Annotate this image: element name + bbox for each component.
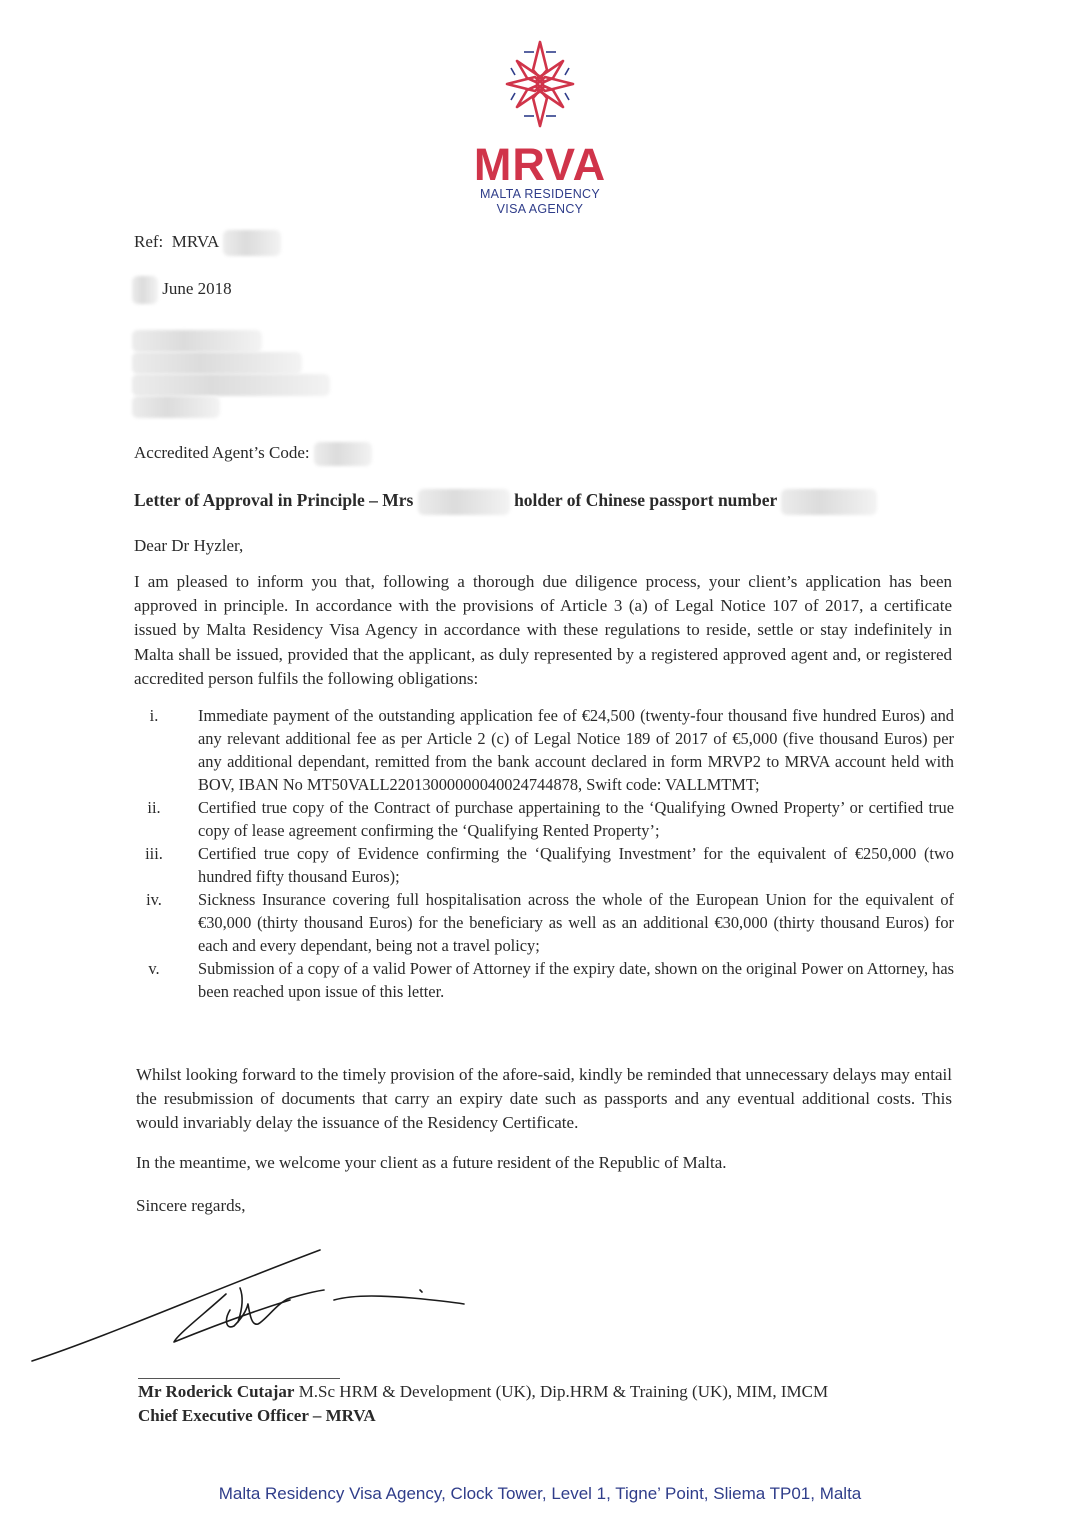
obligations-list — [134, 704, 954, 1003]
letterhead-footer-address: Malta Residency Visa Agency, Clock Tower, Level 1, Tigne’ Point, Sliema TP01, Malta — [218, 1484, 862, 1503]
list-item — [134, 796, 954, 842]
redacted-day — [132, 276, 158, 304]
redacted-agent-code — [314, 442, 372, 466]
list-item-text: Certified true copy of Evidence confirming the ‘Qualifying Investment’ for the equivalent of €250,000 (two hundred fifty thousand Euros); — [198, 844, 954, 886]
subject-line — [134, 489, 877, 515]
compass-star-icon — [503, 38, 577, 130]
list-item — [134, 888, 954, 957]
redacted-passport-number — [781, 489, 877, 515]
closing-line: Sincere regards, — [136, 1196, 246, 1215]
agent-code-line — [134, 442, 372, 466]
redacted-address-block — [132, 330, 332, 418]
list-item-number: iv. — [146, 890, 162, 909]
subject-part1: Letter of Approval in Principle – Mrs — [134, 490, 414, 511]
signatory-title: Chief Executive Officer – MRVA — [138, 1406, 376, 1425]
list-item-text: Certified true copy of the Contract of purchase appertaining to the ‘Qualifying Owned Property’ or certified true copy of lease agreement confirming the ‘Qualifying Rented Property’; — [198, 798, 954, 840]
agent-code-label: Accredited Agent’s Code: — [134, 443, 310, 462]
list-item-number: ii. — [147, 798, 161, 817]
welcome-line: In the meantime, we welcome your client as a future resident of the Republic of Malta. — [136, 1153, 727, 1172]
salutation: Dear Dr Hyzler, — [134, 536, 244, 555]
list-item-number: iii. — [145, 844, 163, 863]
reference-label: Ref: — [134, 231, 164, 251]
list-item — [134, 842, 954, 888]
letterhead — [0, 38, 1080, 217]
logo-wordmark: MRVA — [473, 139, 607, 190]
signatory-credentials: M.Sc HRM & Development (UK), Dip.HRM & Training (UK), MIM, IMCM — [294, 1382, 829, 1401]
signatory-name: Mr Roderick Cutajar — [138, 1382, 295, 1401]
list-item — [134, 704, 954, 796]
redacted-reference — [223, 230, 281, 256]
list-item-number: i. — [149, 706, 159, 725]
list-item — [134, 957, 954, 1003]
intro-paragraph: I am pleased to inform you that, following a thorough due diligence process, your client’s application has been approved in principle. In accordance with the provisions of Article 3 (a) of Legal Notice 107 of 2017, a certificate issued by Malta Residency Visa Agency in accordance with these regulations to reside, settle or stay indefinitely in Malta shall be issued, provided that the applicant, as duly represented by a registered approved agent and, or registered accredited person fulfils the following obligations: — [134, 572, 952, 688]
subject-part2: holder of Chinese passport number — [514, 490, 777, 511]
agency-name-line2: VISA AGENCY — [496, 202, 584, 216]
signature-image — [28, 1240, 488, 1370]
letter-date: June 2018 — [162, 278, 232, 298]
signature-rule — [138, 1378, 340, 1379]
list-item-text: Sickness Insurance covering full hospitalisation across the whole of the European Union for the equivalent of €30,000 (thirty thousand Euros) for the beneficiary as well as an additional €30,000 (thirty thousand Euros) for each and every dependant, being not a travel policy; — [198, 890, 954, 955]
list-item-text: Submission of a copy of a valid Power of Attorney if the expiry date, shown on the original Power on Attorney, has been reached upon issue of this letter. — [198, 959, 954, 1001]
reminder-paragraph: Whilst looking forward to the timely provision of the afore-said, kindly be reminded that unnecessary delays may entail the resubmission of documents that carry an expiry date such as passports and any eventual additional costs. This would invariably delay the issuance of the Residency Certificate. — [136, 1065, 952, 1133]
list-item-text: Immediate payment of the outstanding application fee of €24,500 (twenty-four thousand five hundred Euros) and any relevant additional fee as per Article 2 (c) of Legal Notice 189 of 2017 of €5,000 (five thousand Euros) per any additional dependant, remitted from the bank account declared in form MRVP2 to MRVA account held with BOV, IBAN No MT50VALL22013000000040024744878, Swift code: VALLMTMT; — [198, 706, 954, 794]
redacted-client-name — [418, 489, 510, 515]
date-line — [132, 276, 232, 304]
list-item-number: v. — [148, 959, 160, 978]
reference-line — [134, 230, 281, 256]
signatory-line — [138, 1381, 828, 1403]
agency-name-line1: MALTA RESIDENCY — [479, 187, 601, 201]
reference-value: MRVA — [171, 231, 219, 251]
